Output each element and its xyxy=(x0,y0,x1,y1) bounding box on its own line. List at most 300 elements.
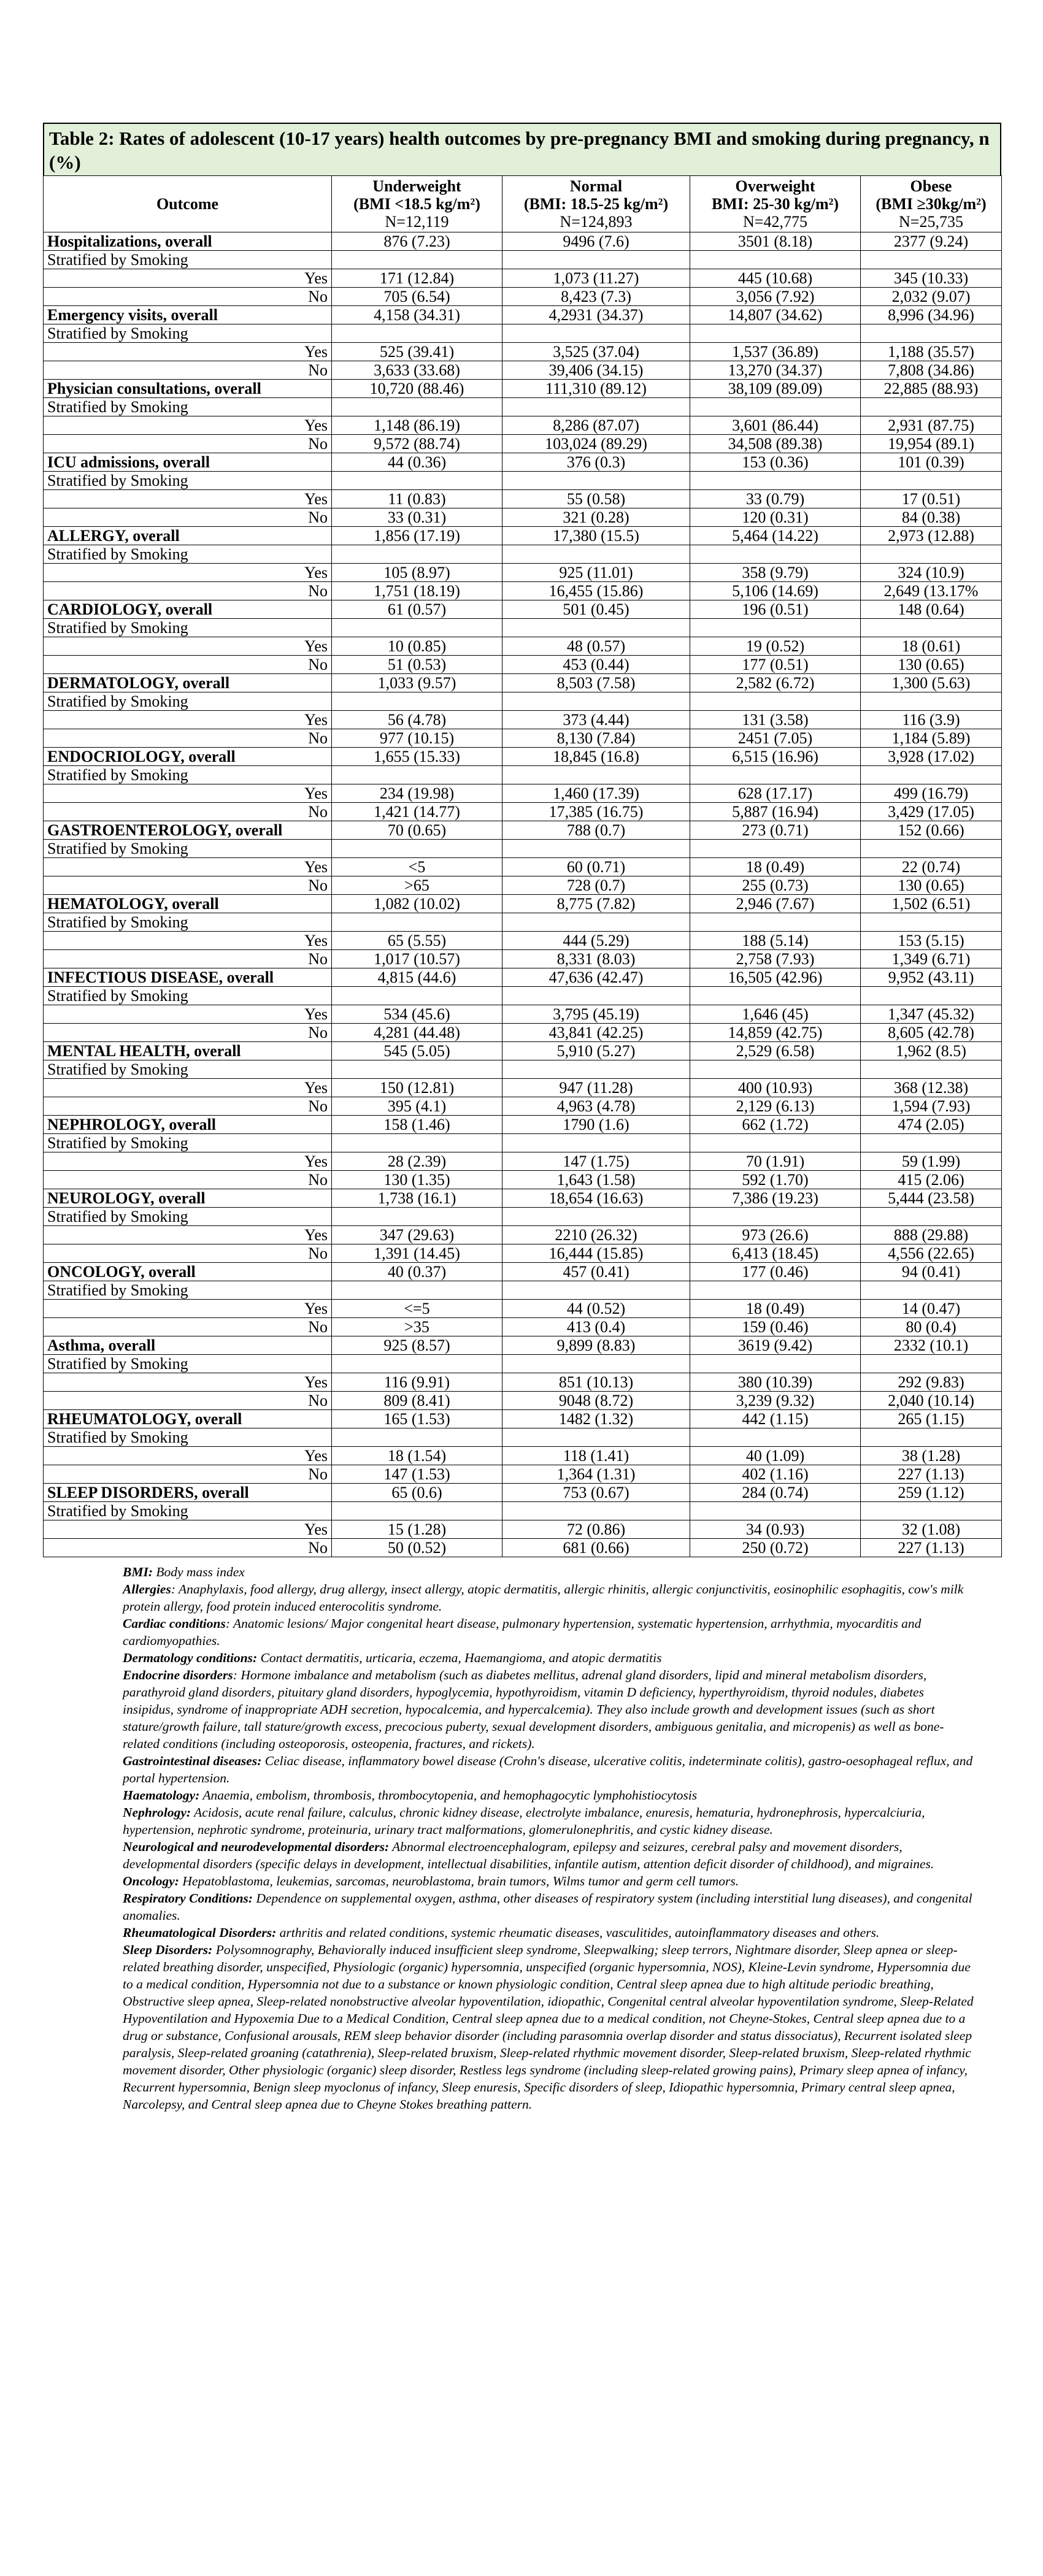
table-row-yes xyxy=(44,1300,1002,1318)
table-cell: 1,655 (15.33) xyxy=(332,748,502,766)
table-cell: 501 (0.45) xyxy=(502,600,690,619)
table-cell: 22 (0.74) xyxy=(861,858,1002,876)
table-cell: 18 (1.54) xyxy=(332,1447,502,1465)
table-cell: 3,056 (7.92) xyxy=(690,288,861,306)
table-cell-empty xyxy=(332,545,502,564)
table-cell: 65 (5.55) xyxy=(332,932,502,950)
table-cell-empty xyxy=(861,913,1002,932)
row-label: Yes xyxy=(44,637,332,656)
table-cell: 40 (0.37) xyxy=(332,1263,502,1281)
table-cell: 292 (9.83) xyxy=(861,1373,1002,1392)
table-cell: 51 (0.53) xyxy=(332,656,502,674)
table-cell: 4,815 (44.6) xyxy=(332,968,502,987)
table-row-yes xyxy=(44,1079,1002,1097)
table-cell-empty xyxy=(861,324,1002,343)
column-header-underweight xyxy=(332,176,502,232)
table-row-stratified xyxy=(44,398,1002,416)
table-cell: 14 (0.47) xyxy=(861,1300,1002,1318)
table-row-no xyxy=(44,508,1002,527)
table-caption: Table 2: Rates of adolescent (10-17 years) health outcomes by pre-pregnancy BMI and smoking during pregnancy, n (%) xyxy=(43,123,1001,175)
table-cell: 545 (5.05) xyxy=(332,1042,502,1060)
table-cell-empty xyxy=(861,1134,1002,1152)
table-cell-empty xyxy=(332,692,502,711)
table-cell: 22,885 (88.93) xyxy=(861,380,1002,398)
table-row-stratified xyxy=(44,1134,1002,1152)
table-cell-empty xyxy=(690,251,861,269)
table-cell: 2,040 (10.14) xyxy=(861,1392,1002,1410)
table-cell: 1,148 (86.19) xyxy=(332,416,502,435)
footnote-term: Endocrine disorders xyxy=(123,1668,233,1682)
table-cell-empty xyxy=(502,1428,690,1447)
row-label: Yes xyxy=(44,269,332,288)
table-row-no xyxy=(44,361,1002,380)
table-row-overall xyxy=(44,1116,1002,1134)
table-cell-empty xyxy=(332,766,502,784)
table-cell: 925 (11.01) xyxy=(502,564,690,582)
table-row-no xyxy=(44,435,1002,453)
table-cell: 1,082 (10.02) xyxy=(332,895,502,913)
table-cell: 1,421 (14.77) xyxy=(332,803,502,821)
table-cell: 4,281 (44.48) xyxy=(332,1024,502,1042)
table-cell: 28 (2.39) xyxy=(332,1152,502,1171)
table-row-overall xyxy=(44,1042,1002,1060)
table-cell-empty xyxy=(332,1208,502,1226)
table-cell: 61 (0.57) xyxy=(332,600,502,619)
footnotes xyxy=(123,1563,976,2113)
table-cell: 18,654 (16.63) xyxy=(502,1189,690,1208)
table-cell-empty xyxy=(332,1428,502,1447)
table-cell-empty xyxy=(502,398,690,416)
table-cell: 347 (29.63) xyxy=(332,1226,502,1244)
table-cell: 105 (8.97) xyxy=(332,564,502,582)
footnote xyxy=(123,1787,976,1804)
table-cell: 147 (1.53) xyxy=(332,1465,502,1484)
table-cell: 3,928 (17.02) xyxy=(861,748,1002,766)
table-cell: 32 (1.08) xyxy=(861,1520,1002,1539)
table-cell: 227 (1.13) xyxy=(861,1539,1002,1557)
table-cell: 8,605 (42.78) xyxy=(861,1024,1002,1042)
table-cell-empty xyxy=(861,840,1002,858)
table-cell: 38 (1.28) xyxy=(861,1447,1002,1465)
footnote xyxy=(123,1941,976,2113)
table-cell: 2377 (9.24) xyxy=(861,232,1002,251)
table-cell-empty xyxy=(502,766,690,784)
footnote xyxy=(123,1924,976,1941)
table-cell: 8,503 (7.58) xyxy=(502,674,690,692)
table-cell: 16,505 (42.96) xyxy=(690,968,861,987)
table-row-yes xyxy=(44,269,1002,288)
table-cell: 7,386 (19.23) xyxy=(690,1189,861,1208)
table-cell: 72 (0.86) xyxy=(502,1520,690,1539)
row-label: GASTROENTEROLOGY, overall xyxy=(44,821,332,840)
footnote xyxy=(123,1666,976,1752)
table-cell: 130 (1.35) xyxy=(332,1171,502,1189)
table-row-stratified xyxy=(44,1060,1002,1079)
row-label: Stratified by Smoking xyxy=(44,1134,332,1152)
table-row-yes xyxy=(44,711,1002,729)
table-cell: 788 (0.7) xyxy=(502,821,690,840)
table-cell: 130 (0.65) xyxy=(861,876,1002,895)
row-label: No xyxy=(44,876,332,895)
table-cell-empty xyxy=(861,1502,1002,1520)
table-cell-empty xyxy=(502,1502,690,1520)
table-cell: 18 (0.49) xyxy=(690,1300,861,1318)
row-label: Yes xyxy=(44,1520,332,1539)
table-cell: 753 (0.67) xyxy=(502,1484,690,1502)
table-cell: 1,033 (9.57) xyxy=(332,674,502,692)
row-label: No xyxy=(44,508,332,527)
table-cell-empty xyxy=(332,251,502,269)
table-row-no xyxy=(44,656,1002,674)
footnote-term: Gastrointestinal diseases: xyxy=(123,1754,262,1768)
table-cell: 1,184 (5.89) xyxy=(861,729,1002,748)
table-cell: 8,286 (87.07) xyxy=(502,416,690,435)
row-label: Stratified by Smoking xyxy=(44,913,332,932)
table-cell: 120 (0.31) xyxy=(690,508,861,527)
table-cell: 1,646 (45) xyxy=(690,1005,861,1024)
table-cell: 2,529 (6.58) xyxy=(690,1042,861,1060)
row-label: Hospitalizations, overall xyxy=(44,232,332,251)
table-cell: 453 (0.44) xyxy=(502,656,690,674)
table-row-yes xyxy=(44,490,1002,508)
table-cell: 234 (19.98) xyxy=(332,784,502,803)
table-row-no xyxy=(44,1244,1002,1263)
table-row-overall xyxy=(44,1336,1002,1355)
table-cell: 851 (10.13) xyxy=(502,1373,690,1392)
table-cell-empty xyxy=(690,1060,861,1079)
table-row-yes xyxy=(44,932,1002,950)
table-cell: 2,129 (6.13) xyxy=(690,1097,861,1116)
table-cell: 111,310 (89.12) xyxy=(502,380,690,398)
table-cell: 250 (0.72) xyxy=(690,1539,861,1557)
table-cell: 9,952 (43.11) xyxy=(861,968,1002,987)
row-label: Asthma, overall xyxy=(44,1336,332,1355)
table-cell: 60 (0.71) xyxy=(502,858,690,876)
table-cell: 59 (1.99) xyxy=(861,1152,1002,1171)
table-cell: 177 (0.46) xyxy=(690,1263,861,1281)
footnote-term: Rheumatological Disorders: xyxy=(123,1925,277,1940)
table-row-overall xyxy=(44,453,1002,472)
table-cell: 8,130 (7.84) xyxy=(502,729,690,748)
row-label: Stratified by Smoking xyxy=(44,619,332,637)
table-cell: 18,845 (16.8) xyxy=(502,748,690,766)
footnote-text: : Anaphylaxis, food allergy, drug allergy, insect allergy, atopic dermatitis, allergic rhinitis, allergic conjunctivitis, eosinophilic esophagitis, cow's milk protein allergy, food protein induced enterocolitis syndrome. xyxy=(123,1582,964,1614)
table-cell-empty xyxy=(861,766,1002,784)
table-cell: 147 (1.75) xyxy=(502,1152,690,1171)
table-cell: 474 (2.05) xyxy=(861,1116,1002,1134)
table-row-no xyxy=(44,1392,1002,1410)
table-row-stratified xyxy=(44,1281,1002,1300)
table-cell-empty xyxy=(690,472,861,490)
table-cell: 84 (0.38) xyxy=(861,508,1002,527)
row-label: Yes xyxy=(44,343,332,361)
footnote xyxy=(123,1752,976,1787)
table-cell-empty xyxy=(690,398,861,416)
table-cell-empty xyxy=(690,913,861,932)
table-row-no xyxy=(44,1539,1002,1557)
table-cell-empty xyxy=(502,1060,690,1079)
table-row-stratified xyxy=(44,472,1002,490)
row-label: Stratified by Smoking xyxy=(44,1355,332,1373)
table-cell-empty xyxy=(332,1502,502,1520)
table-cell: 17 (0.51) xyxy=(861,490,1002,508)
table-cell: 2,973 (12.88) xyxy=(861,527,1002,545)
table-row-yes xyxy=(44,1520,1002,1539)
table-cell: 2332 (10.1) xyxy=(861,1336,1002,1355)
table-cell: 2,582 (6.72) xyxy=(690,674,861,692)
table-cell: 1,537 (36.89) xyxy=(690,343,861,361)
table-cell-empty xyxy=(690,1281,861,1300)
table-cell-empty xyxy=(861,1281,1002,1300)
table-cell: 1,364 (1.31) xyxy=(502,1465,690,1484)
row-label: No xyxy=(44,803,332,821)
table-cell-empty xyxy=(502,913,690,932)
footnote-text: Body mass index xyxy=(152,1565,245,1579)
column-header-line1: Underweight xyxy=(372,177,461,195)
row-label: Stratified by Smoking xyxy=(44,472,332,490)
footnote-text: arthritis and related conditions, systemic rheumatic diseases, vasculitides, autoinflammatory diseases and others. xyxy=(276,1925,880,1940)
row-label: No xyxy=(44,288,332,306)
table-row-no xyxy=(44,1024,1002,1042)
column-header-normal xyxy=(502,176,690,232)
table-cell: 2,032 (9.07) xyxy=(861,288,1002,306)
table-cell: 380 (10.39) xyxy=(690,1373,861,1392)
table-cell: 47,636 (42.47) xyxy=(502,968,690,987)
column-header-overweight xyxy=(690,176,861,232)
table-cell: 255 (0.73) xyxy=(690,876,861,895)
table-cell: 9,899 (8.83) xyxy=(502,1336,690,1355)
table-cell: 947 (11.28) xyxy=(502,1079,690,1097)
table-cell: 4,158 (34.31) xyxy=(332,306,502,324)
table-cell-empty xyxy=(690,1428,861,1447)
row-label: Yes xyxy=(44,932,332,950)
column-header-n: N=42,775 xyxy=(743,213,807,231)
table-cell: 188 (5.14) xyxy=(690,932,861,950)
table-cell: 19 (0.52) xyxy=(690,637,861,656)
table-cell: 14,807 (34.62) xyxy=(690,306,861,324)
table-cell: 158 (1.46) xyxy=(332,1116,502,1134)
row-label: HEMATOLOGY, overall xyxy=(44,895,332,913)
table-cell-empty xyxy=(332,1281,502,1300)
footnote-text: Contact dermatitis, urticaria, eczema, Haemangioma, and atopic dermatitis xyxy=(257,1650,662,1665)
table-cell-empty xyxy=(502,545,690,564)
table-cell: 1,751 (18.19) xyxy=(332,582,502,600)
row-label: Stratified by Smoking xyxy=(44,251,332,269)
row-label: No xyxy=(44,1024,332,1042)
table-cell: 681 (0.66) xyxy=(502,1539,690,1557)
footnote xyxy=(123,1649,976,1666)
table-cell: 171 (12.84) xyxy=(332,269,502,288)
row-label: Yes xyxy=(44,1079,332,1097)
table-cell: 70 (0.65) xyxy=(332,821,502,840)
table-row-yes xyxy=(44,637,1002,656)
table-cell: 402 (1.16) xyxy=(690,1465,861,1484)
row-label: Yes xyxy=(44,711,332,729)
table-row-overall xyxy=(44,1484,1002,1502)
table-cell-empty xyxy=(332,1134,502,1152)
table-cell: 1,643 (1.58) xyxy=(502,1171,690,1189)
row-label: Stratified by Smoking xyxy=(44,1060,332,1079)
table-cell-empty xyxy=(332,1060,502,1079)
row-label: Yes xyxy=(44,416,332,435)
table-cell: 103,024 (89.29) xyxy=(502,435,690,453)
table-cell: 273 (0.71) xyxy=(690,821,861,840)
table-cell: 3619 (9.42) xyxy=(690,1336,861,1355)
row-label: Stratified by Smoking xyxy=(44,987,332,1005)
table-cell: 1,073 (11.27) xyxy=(502,269,690,288)
table-cell: 11 (0.83) xyxy=(332,490,502,508)
table-cell: 345 (10.33) xyxy=(861,269,1002,288)
table-row-overall xyxy=(44,527,1002,545)
table-cell: 1,738 (16.1) xyxy=(332,1189,502,1208)
row-label: Yes xyxy=(44,784,332,803)
row-label: Stratified by Smoking xyxy=(44,324,332,343)
table-cell-empty xyxy=(690,619,861,637)
table-row-no xyxy=(44,1318,1002,1336)
footnote-term: Respiratory Conditions: xyxy=(123,1891,253,1906)
footnote-text: Anaemia, embolism, thrombosis, thrombocytopenia, and hemophagocytic lymphohistiocytosis xyxy=(199,1788,698,1803)
table-cell: 457 (0.41) xyxy=(502,1263,690,1281)
table-cell: 44 (0.52) xyxy=(502,1300,690,1318)
table-cell: 18 (0.61) xyxy=(861,637,1002,656)
table-row-overall xyxy=(44,895,1002,913)
row-label: No xyxy=(44,1171,332,1189)
table-cell-empty xyxy=(861,398,1002,416)
table-cell-empty xyxy=(690,766,861,784)
footnote-text: Celiac disease, inflammatory bowel disease (Crohn's disease, ulcerative colitis, indeterminate colitis), gastro-oesophageal reflux, and portal hypertension. xyxy=(123,1754,973,1785)
table-cell: 4,556 (22.65) xyxy=(861,1244,1002,1263)
table-cell: 259 (1.12) xyxy=(861,1484,1002,1502)
table-cell: 1,188 (35.57) xyxy=(861,343,1002,361)
table-page xyxy=(43,123,1001,2113)
table-cell: 444 (5.29) xyxy=(502,932,690,950)
table-cell: 10,720 (88.46) xyxy=(332,380,502,398)
table-cell: 1,460 (17.39) xyxy=(502,784,690,803)
table-row-stratified xyxy=(44,1428,1002,1447)
table-row-stratified xyxy=(44,545,1002,564)
table-cell: 8,423 (7.3) xyxy=(502,288,690,306)
column-header-line1: Normal xyxy=(569,177,623,195)
table-cell: 876 (7.23) xyxy=(332,232,502,251)
table-cell: 5,444 (23.58) xyxy=(861,1189,1002,1208)
row-label: Physician consultations, overall xyxy=(44,380,332,398)
table-cell: 8,331 (8.03) xyxy=(502,950,690,968)
table-cell: 5,106 (14.69) xyxy=(690,582,861,600)
table-cell-empty xyxy=(332,619,502,637)
table-cell: 662 (1.72) xyxy=(690,1116,861,1134)
footnote-text: Polysomnography, Behaviorally induced insufficient sleep syndrome, Sleepwalking; sleep terrors, Nightmare disorder, Sleep apnea or sleep-related breathing disorder, unspecified, Physiologic (organic) hypersomnia, unspecified (organic hypersomnia, NOS), Kleine-Levin syndrome, Hypersomnia due to a medical condition, Hypersomnia not due to a substance or known physiologic condition, Central sleep apnea due to high altitude periodic breathing, Obstructive sleep apnea, Sleep-related nonobstructive alveolar hypoventilation, idiopathic, Congenital central alveolar hypoventilation syndrome, Sleep-Related Hypoventilation and Hypoxemia Due to a Medical Condition, Central sleep apnea due to a medical condition, not Cheyne-Stokes, Central sleep apnea due to a drug or substance, Confusional arousals, REM sleep behavior disorder (including parasomnia overlap disorder and status dissociatus), Recurrent isolated sleep paralysis, Sleep-related groaning (catathrenia), Sleep-related bruxism, Sleep-related rhythmic movement disorder, Sleep-related bruxism, Sleep-related rhythmic movement disorder, Other physiologic (organic) sleep disorder, Restless legs syndrome (including sleep-related growing pains), Primary sleep apnea of infancy, Recurrent hypersomnia, Benign sleep myoclonus of infancy, Sleep enuresis, Specific disorders of sleep, Idiopathic hypersomnia, Primary central sleep apnea, Narcolepsy, and Central sleep apnea due to Cheyne Stokes breathing pattern. xyxy=(123,1942,974,2112)
table-row-stratified xyxy=(44,766,1002,784)
table-cell: 16,444 (15.85) xyxy=(502,1244,690,1263)
table-cell: 4,963 (4.78) xyxy=(502,1097,690,1116)
row-label: Yes xyxy=(44,490,332,508)
table-cell: 165 (1.53) xyxy=(332,1410,502,1428)
table-cell-empty xyxy=(861,987,1002,1005)
row-label: No xyxy=(44,582,332,600)
row-label: Stratified by Smoking xyxy=(44,766,332,784)
table-row-overall xyxy=(44,821,1002,840)
table-cell: 4,2931 (34.37) xyxy=(502,306,690,324)
table-row-no xyxy=(44,729,1002,748)
table-cell: 1790 (1.6) xyxy=(502,1116,690,1134)
table-cell-empty xyxy=(502,1281,690,1300)
table-row-yes xyxy=(44,564,1002,582)
row-label: No xyxy=(44,729,332,748)
footnote xyxy=(123,1838,976,1873)
table-row-overall xyxy=(44,748,1002,766)
table-cell: 6,515 (16.96) xyxy=(690,748,861,766)
table-cell: 2,649 (13.17% xyxy=(861,582,1002,600)
row-label: ALLERGY, overall xyxy=(44,527,332,545)
row-label: No xyxy=(44,1465,332,1484)
table-cell: 324 (10.9) xyxy=(861,564,1002,582)
table-cell-empty xyxy=(502,1134,690,1152)
table-cell-empty xyxy=(861,692,1002,711)
table-cell-empty xyxy=(690,1208,861,1226)
table-cell: 39,406 (34.15) xyxy=(502,361,690,380)
table-cell-empty xyxy=(332,913,502,932)
table-row-yes xyxy=(44,858,1002,876)
footnote-text: Acidosis, acute renal failure, calculus, chronic kidney disease, electrolyte imbalance, enuresis, hematuria, hydronephrosis, hypercalciuria, hypertension, nephrotic syndrome, proteinuria, urinary tract malformations, glomerulonephritis, and cystic kidney disease. xyxy=(123,1805,925,1837)
column-header-n: N=124,893 xyxy=(560,213,633,231)
table-cell-empty xyxy=(332,324,502,343)
table-row-overall xyxy=(44,1410,1002,1428)
table-cell: >35 xyxy=(332,1318,502,1336)
table-cell: 7,808 (34.86) xyxy=(861,361,1002,380)
table-cell: 116 (9.91) xyxy=(332,1373,502,1392)
row-label: Stratified by Smoking xyxy=(44,1428,332,1447)
table-cell: 1,856 (17.19) xyxy=(332,527,502,545)
table-cell: 33 (0.31) xyxy=(332,508,502,527)
table-row-no xyxy=(44,1097,1002,1116)
footnote-text: Dependence on supplemental oxygen, asthma, other diseases of respiratory system (including interstitial lung diseases), and congenital anomalies. xyxy=(123,1891,972,1923)
footnote-term: BMI: xyxy=(123,1565,153,1579)
table-row-overall xyxy=(44,232,1002,251)
table-cell-empty xyxy=(861,472,1002,490)
table-cell: 130 (0.65) xyxy=(861,656,1002,674)
table-cell: 131 (3.58) xyxy=(690,711,861,729)
table-row-no xyxy=(44,803,1002,821)
table-cell: 17,380 (15.5) xyxy=(502,527,690,545)
row-label: SLEEP DISORDERS, overall xyxy=(44,1484,332,1502)
footnote-term: Dermatology conditions: xyxy=(123,1650,258,1665)
row-label: Yes xyxy=(44,564,332,582)
table-cell: 413 (0.4) xyxy=(502,1318,690,1336)
table-cell: 3,601 (86.44) xyxy=(690,416,861,435)
table-cell-empty xyxy=(502,692,690,711)
table-cell: 3,795 (45.19) xyxy=(502,1005,690,1024)
table-cell: 3,239 (9.32) xyxy=(690,1392,861,1410)
table-cell: 153 (0.36) xyxy=(690,453,861,472)
table-cell: 94 (0.41) xyxy=(861,1263,1002,1281)
table-body xyxy=(44,232,1002,1557)
table-row-overall xyxy=(44,1189,1002,1208)
table-cell-empty xyxy=(332,472,502,490)
table-row-stratified xyxy=(44,692,1002,711)
column-header-obese xyxy=(861,176,1002,232)
table-cell: 227 (1.13) xyxy=(861,1465,1002,1484)
table-cell: 40 (1.09) xyxy=(690,1447,861,1465)
table-cell: 48 (0.57) xyxy=(502,637,690,656)
table-cell: 888 (29.88) xyxy=(861,1226,1002,1244)
row-label: RHEUMATOLOGY, overall xyxy=(44,1410,332,1428)
table-cell: 50 (0.52) xyxy=(332,1539,502,1557)
row-label: Stratified by Smoking xyxy=(44,692,332,711)
row-label: Yes xyxy=(44,858,332,876)
table-cell-empty xyxy=(861,1355,1002,1373)
table-cell-empty xyxy=(861,545,1002,564)
column-header-n: N=25,735 xyxy=(899,213,963,231)
